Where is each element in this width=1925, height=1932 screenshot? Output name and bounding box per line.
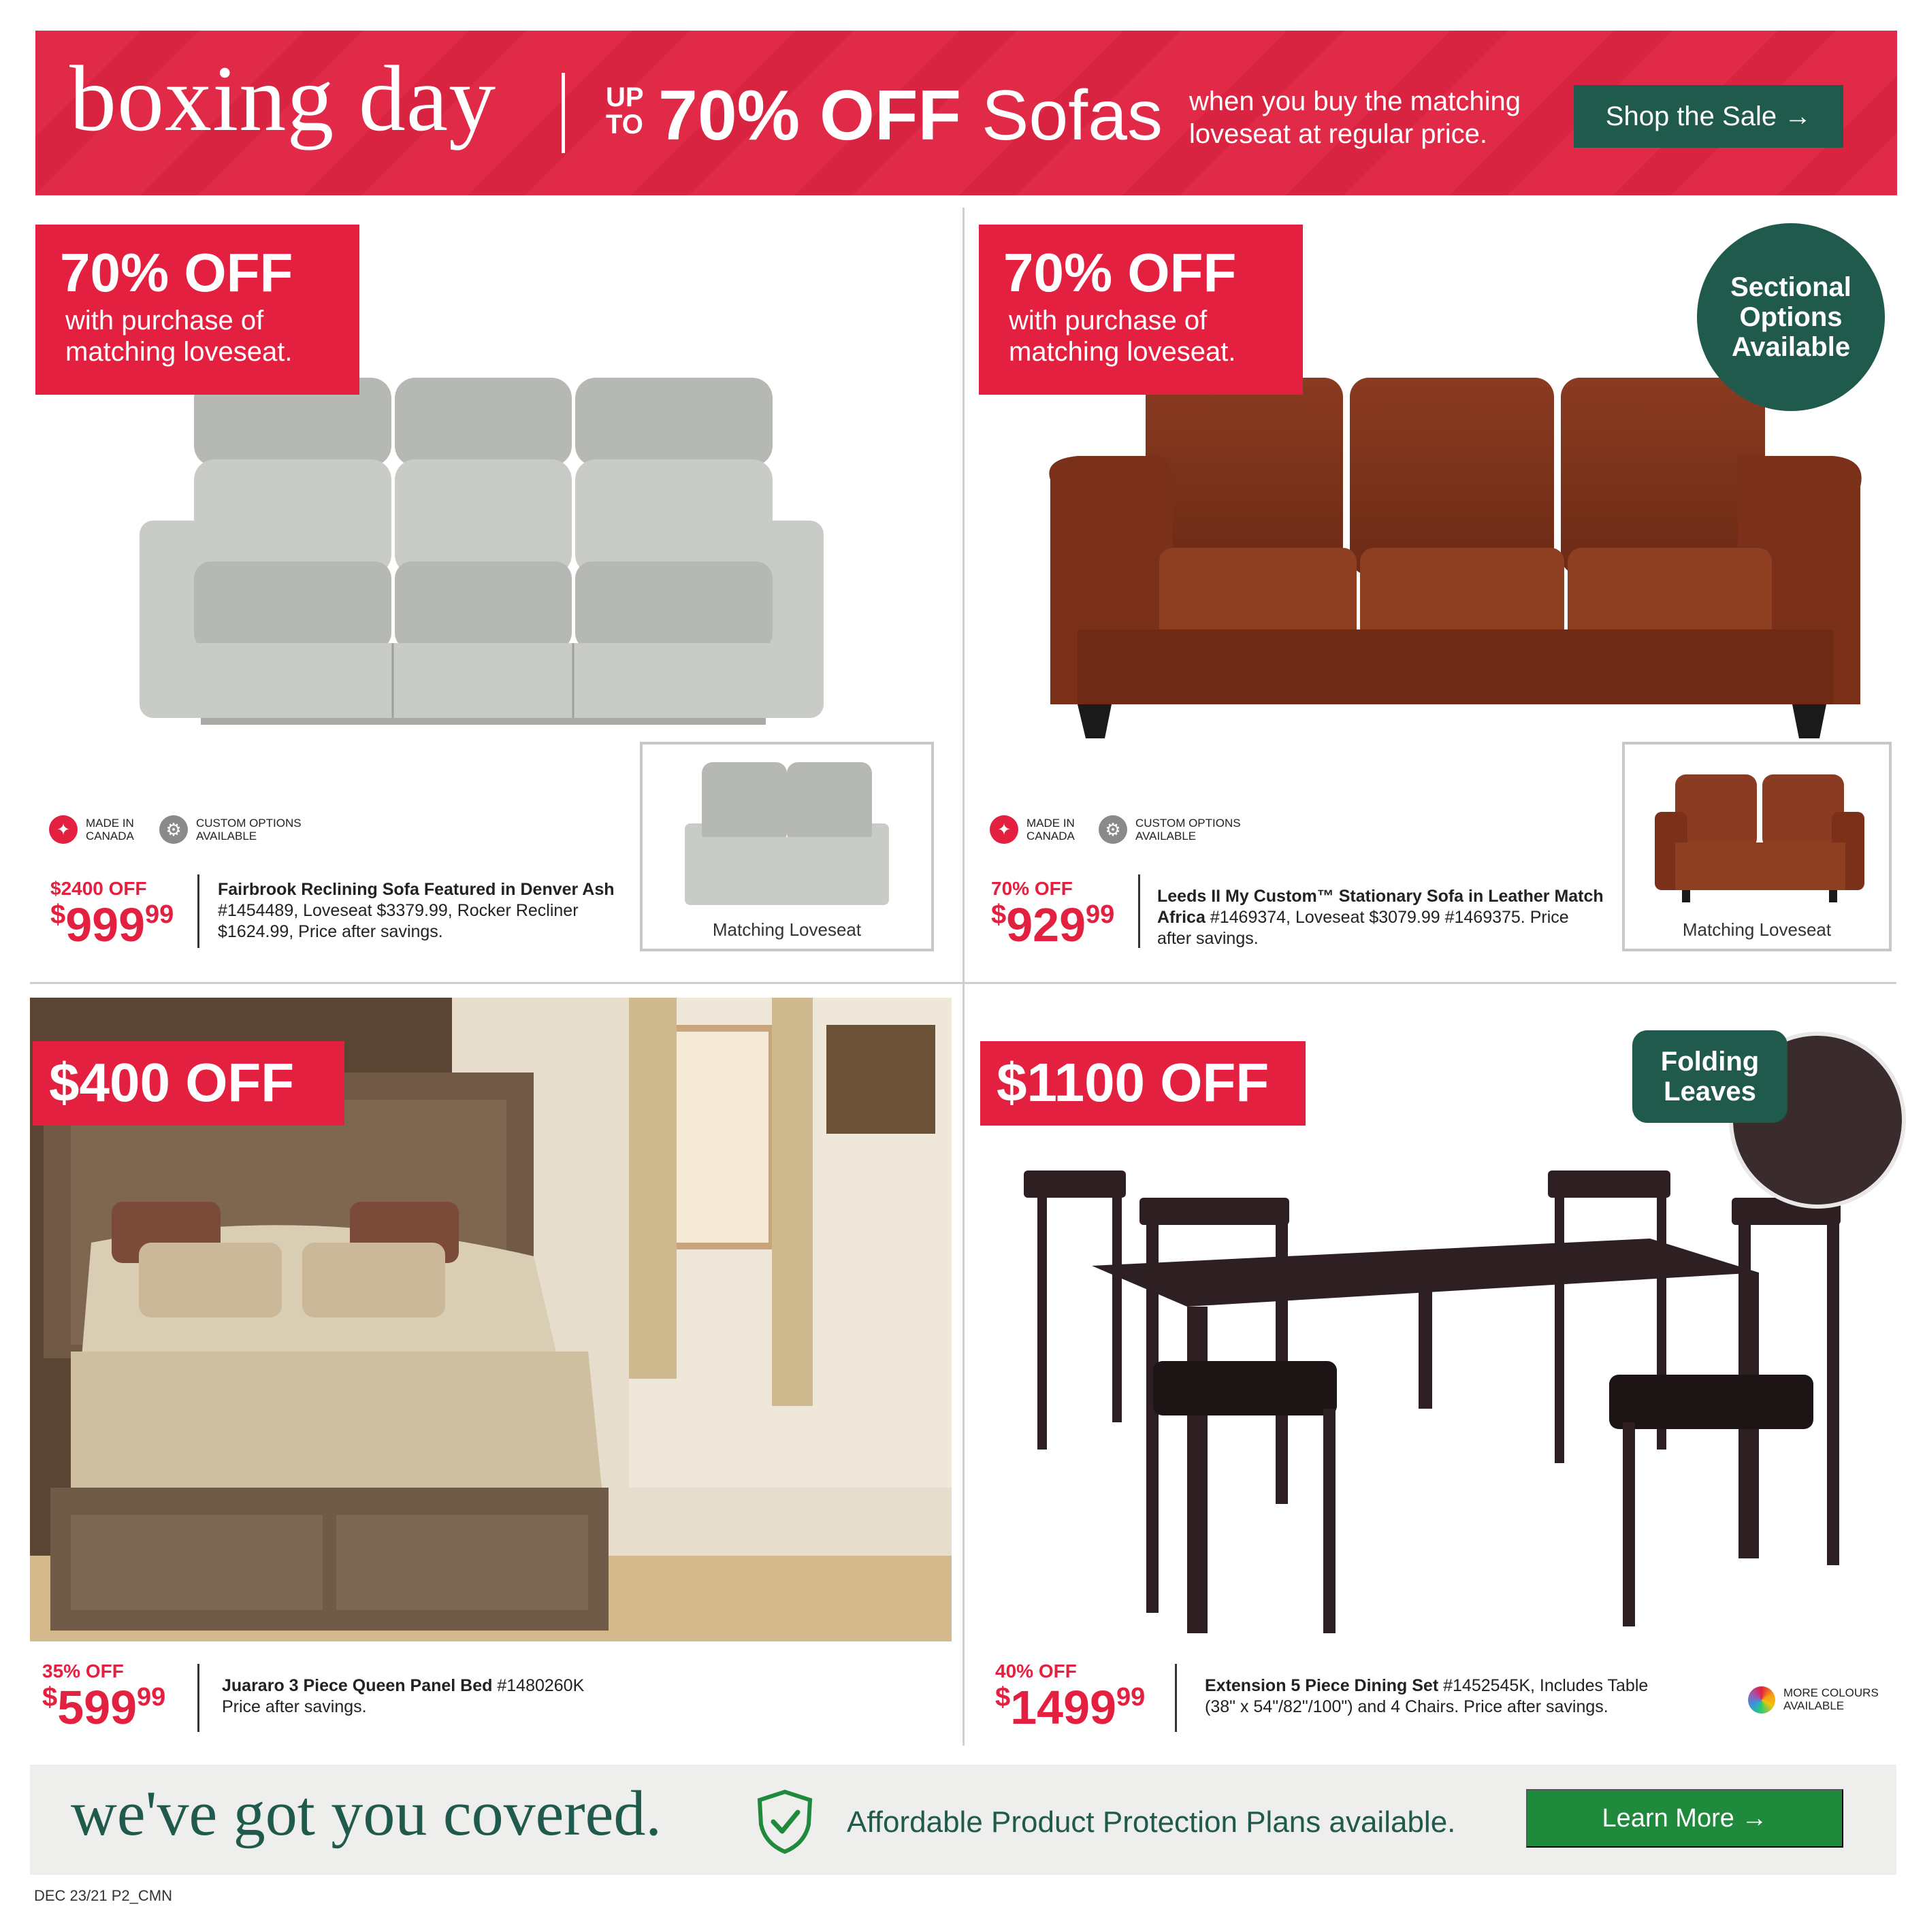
sale-price: $^{\$}929^{99}$: [991, 898, 1115, 951]
banner-condition: when you buy the matching loveseat at regular price.: [1189, 86, 1521, 149]
brand-logo: boxing day: [69, 46, 497, 150]
dining-set-image: [1024, 1170, 1841, 1647]
loveseat-image: [1655, 774, 1864, 904]
product-description: [222, 1675, 603, 1718]
banner-divider: [562, 73, 565, 153]
product-description: [1157, 886, 1606, 949]
folding-leaves-label: Folding Leaves: [1660, 1047, 1760, 1107]
discount-badge: [33, 1041, 344, 1126]
footer-tagline: we've got you covered.: [71, 1778, 662, 1849]
discount-headline: 70% OFF: [1003, 242, 1237, 303]
banner-category: Sofas: [982, 76, 1163, 155]
protection-plan-text: Affordable Product Protection Plans available.: [847, 1805, 1456, 1839]
shield-check-icon: [756, 1789, 814, 1854]
sectional-options-badge: Sectional Options Available: [1697, 223, 1885, 411]
made-in-canada-label: MADE IN CANADA: [1026, 817, 1075, 842]
discount-headline: $400 OFF: [49, 1052, 295, 1113]
price-divider: [1175, 1664, 1177, 1732]
matching-loveseat-card[interactable]: [1622, 742, 1892, 951]
promo-banner: [35, 31, 1897, 195]
product-card[interactable]: [0, 204, 960, 980]
product-details: #1454489, Loveseat $3379.99, Rocker Recliner $1624.99, Price after savings.: [218, 901, 579, 941]
loveseat-image: [685, 762, 889, 912]
product-details: #1452545K, Includes Table (38" x 54"/82"/100") and 4 Chairs. Price after savings.: [1205, 1676, 1649, 1716]
price-divider: [197, 874, 199, 948]
gear-icon: ⚙: [159, 815, 188, 844]
product-title: Extension 5 Piece Dining Set: [1205, 1676, 1439, 1695]
maple-leaf-icon: ✦: [990, 815, 1018, 844]
folding-leaves-badge: [1632, 1030, 1788, 1123]
product-card[interactable]: [965, 204, 1925, 980]
matching-loveseat-card[interactable]: [640, 742, 934, 951]
product-title: Fairbrook Reclining Sofa Featured in Denver Ash: [218, 880, 615, 899]
product-title: Juararo 3 Piece Queen Panel Bed: [222, 1676, 493, 1695]
colour-wheel-icon: [1748, 1686, 1775, 1714]
price-divider: [1138, 874, 1140, 948]
up-to-label: UP TO: [606, 82, 644, 140]
savings-label: 35% OFF: [42, 1660, 124, 1682]
sale-price: $1499$^{99}$: [995, 1681, 1146, 1734]
maple-leaf-icon: ✦: [49, 815, 78, 844]
discount-headline: 70% OFF: [60, 242, 293, 303]
grid-divider-horizontal: [30, 982, 1896, 984]
custom-options-label: CUSTOM OPTIONS AVAILABLE: [196, 817, 302, 842]
custom-options-label: CUSTOM OPTIONS AVAILABLE: [1135, 817, 1241, 842]
sale-price: $^{\$}599^{99}$: [42, 1681, 166, 1734]
more-colours-label: MORE COLOURS AVAILABLE: [1783, 1686, 1879, 1712]
flyer-code: DEC 23/21 P2_CMN: [34, 1887, 172, 1904]
learn-more-button[interactable]: Learn More →: [1526, 1789, 1843, 1848]
product-description: [1205, 1675, 1681, 1718]
savings-label: 70% OFF: [991, 878, 1073, 899]
product-details: #1469374, Loveseat $3079.99 #1469375. Price after savings.: [1157, 908, 1569, 948]
banner-percent: 70% OFF: [658, 76, 961, 155]
leather-sofa-image: [1037, 378, 1874, 738]
product-details: #1480260K Price after savings.: [222, 1676, 585, 1716]
savings-label: $2400 OFF: [50, 878, 147, 899]
sale-price: $^{\$}999^{99}$: [50, 898, 174, 951]
discount-badge: [35, 225, 359, 395]
grid-divider-vertical: [963, 208, 965, 1746]
discount-headline: $1100 OFF: [997, 1052, 1269, 1113]
discount-condition: with purchase of matching loveseat.: [65, 306, 293, 367]
discount-condition: with purchase of matching loveseat.: [1009, 306, 1236, 367]
product-description: [218, 879, 626, 943]
reclining-sofa-image: [140, 378, 824, 728]
protection-plan-footer: [30, 1765, 1896, 1875]
discount-badge: [979, 225, 1303, 395]
discount-badge: [980, 1041, 1306, 1126]
made-in-canada-label: MADE IN CANADA: [86, 817, 134, 842]
product-title: Leeds II My Custom™ Stationary Sofa in Leather Match Africa: [1157, 887, 1604, 927]
shop-the-sale-button[interactable]: Shop the Sale →: [1574, 85, 1843, 148]
savings-label: 40% OFF: [995, 1660, 1077, 1682]
loveseat-caption: Matching Loveseat: [1682, 919, 1832, 940]
gear-icon: ⚙: [1099, 815, 1127, 844]
product-card[interactable]: [965, 987, 1925, 1749]
product-card[interactable]: [0, 987, 960, 1749]
price-divider: [197, 1664, 199, 1732]
loveseat-caption: Matching Loveseat: [712, 919, 862, 940]
